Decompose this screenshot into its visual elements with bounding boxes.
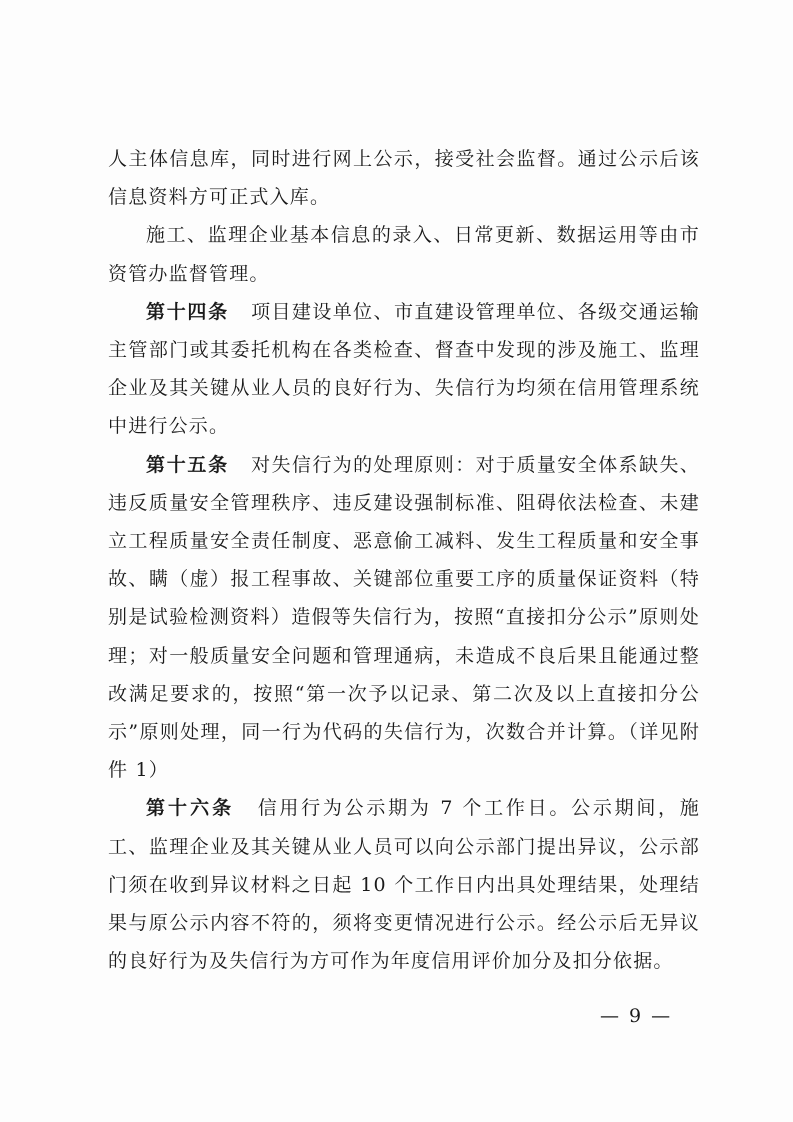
article-14 <box>108 293 700 446</box>
paragraph-text: 项目建设单位、市直建设管理单位、各级交通运输主管部门或其委托机构在各类检查、督查中发现的涉及施工、监理企业及其关键从业人员的良好行为、失信行为均须在信用管理系统中进行公示。 <box>108 300 700 438</box>
paragraph-continuation <box>108 140 700 216</box>
article-heading: 第十五条 <box>146 453 229 476</box>
paragraph-text: 对失信行为的处理原则：对于质量安全体系缺失、违反质量安全管理秩序、违反建设强制标准、阻碍依法检查、未建立工程质量安全责任制度、恶意偷工减料、发生工程质量和安全事故、瞒（虚）报工程事故、关键部位重要工序的质量保证资料（特别是试验检测资料）造假等失信行为，按照“直接扣分公示”原则处理；对一般质量安全问题和管理通病，未造成不良后果且能通过整改满足要求的，按照“第一次予以记录、第二次及以上直接扣分公示”原则处理，同一行为代码的失信行为，次数合并计算。（详见附件 1） <box>108 453 700 782</box>
article-16 <box>108 789 700 980</box>
article-heading: 第十四条 <box>146 300 229 323</box>
document-body <box>108 140 700 980</box>
page-number: — 9 — <box>600 1005 673 1027</box>
article-15 <box>108 446 700 790</box>
paragraph-text: 施工、监理企业基本信息的录入、日常更新、数据运用等由市资管办监督管理。 <box>108 224 700 285</box>
paragraph-text: 人主体信息库，同时进行网上公示，接受社会监督。通过公示后该信息资料方可正式入库。 <box>108 148 700 209</box>
paragraph-basic-info <box>108 216 700 292</box>
article-heading: 第十六条 <box>146 797 235 820</box>
paragraph-text: 信用行为公示期为 7 个工作日。公示期间，施工、监理企业及其关键从业人员可以向公示部门提出异议，公示部门须在收到异议材料之日起 10 个工作日内出具处理结果，处理结果与原公示内容不符的，须将变更情况进行公示。经公示后无异议的良好行为及失信行为方可作为年度信用评价加分及扣分依据。 <box>108 797 700 973</box>
